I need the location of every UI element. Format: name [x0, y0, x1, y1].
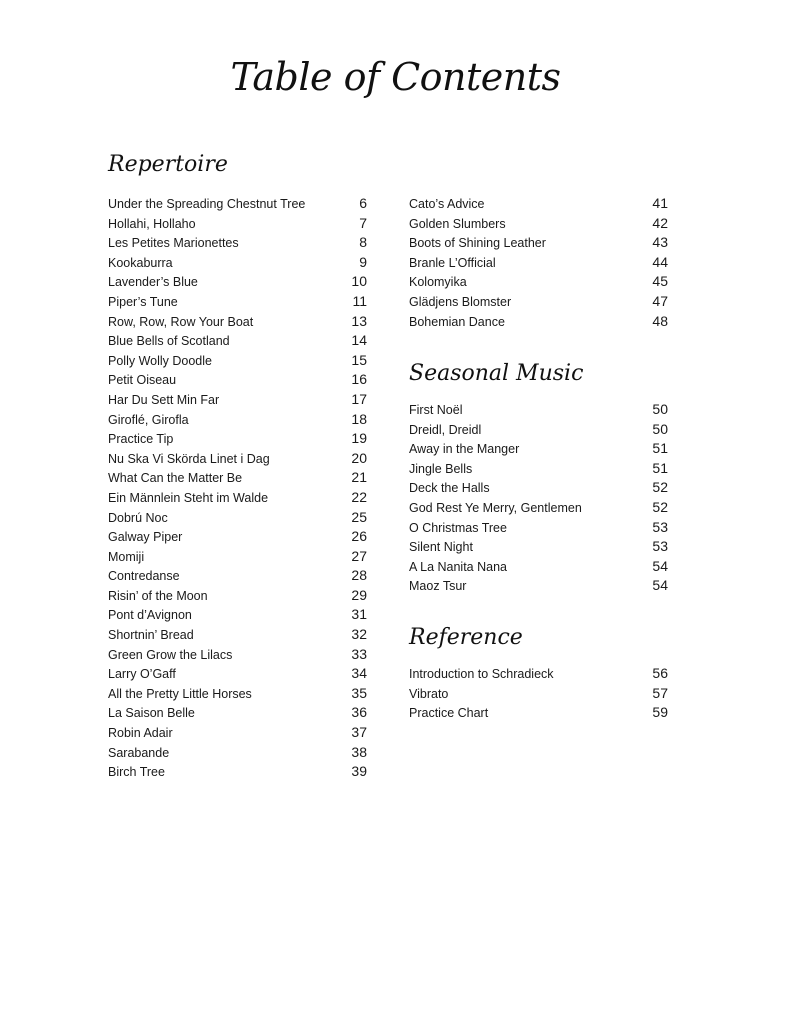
toc-entry-title: Contredanse	[108, 569, 180, 584]
toc-entry-title: Under the Spreading Chestnut Tree	[108, 197, 306, 211]
toc-entry	[108, 625, 367, 645]
toc-entry	[108, 723, 367, 743]
toc-entry-title: Sarabande	[108, 745, 170, 760]
toc-entry-title: Har Du Sett Min Far	[108, 392, 220, 407]
toc-entry-page-number: 17	[351, 390, 367, 407]
toc-entry-page-number: 8	[359, 234, 367, 251]
toc-entry	[108, 272, 367, 292]
toc-entry-page-number: 43	[652, 234, 668, 251]
toc-entry-page-number: 54	[652, 557, 668, 574]
toc-entry-page-number: 53	[652, 538, 668, 555]
toc-entry	[108, 664, 367, 684]
toc-entry-page-number: 57	[652, 684, 668, 701]
toc-entry-page-number: 29	[351, 586, 367, 603]
toc-entry-title: What Can the Matter Be	[108, 471, 243, 486]
toc-entry-title: Boots of Shining Leather	[409, 236, 546, 251]
toc-entry	[409, 214, 668, 234]
toc-entry	[108, 331, 367, 351]
toc-entry-title: Branle L’Official	[409, 255, 496, 270]
toc-entry-title: Birch Tree	[108, 765, 165, 780]
toc-entry-page-number: 26	[351, 528, 367, 545]
section-heading-reference: Reference	[409, 625, 523, 650]
toc-entry-title: Larry O’Gaff	[108, 667, 176, 682]
toc-entry	[409, 194, 668, 214]
toc-entry-title: Vibrato	[409, 686, 449, 701]
toc-entry-title: Petit Oiseau	[108, 373, 177, 388]
toc-entry	[108, 527, 367, 547]
toc-entry	[409, 498, 668, 518]
toc-entry-page-number: 53	[652, 518, 668, 535]
toc-entry	[409, 576, 668, 596]
toc-entry-title: Blue Bells of Scotland	[108, 334, 230, 349]
toc-entry-title: Away in the Manger	[409, 442, 520, 457]
toc-entry-page-number: 44	[652, 253, 668, 270]
toc-entry-title: La Saison Belle	[108, 706, 195, 721]
toc-entry-page-number: 51	[652, 459, 668, 476]
toc-entry	[108, 684, 367, 704]
toc-entry-title: Nu Ska Vi Skörda Linet i Dag	[108, 451, 270, 466]
toc-entry	[409, 537, 668, 557]
toc-entry	[108, 214, 367, 234]
toc-entry-title: Golden Slumbers	[409, 216, 506, 231]
toc-entry-page-number: 10	[351, 273, 367, 290]
toc-entry-title: Introduction to Schradieck	[409, 667, 554, 681]
toc-entry-page-number: 11	[352, 292, 367, 309]
toc-entry-page-number: 50	[652, 401, 668, 417]
toc-entry-page-number: 20	[351, 449, 367, 466]
toc-entry-page-number: 36	[351, 704, 367, 721]
toc-entry-page-number: 59	[652, 704, 668, 721]
toc-entry-title: Bohemian Dance	[409, 314, 505, 329]
toc-entry-page-number: 27	[351, 547, 367, 564]
toc-entry	[108, 292, 367, 312]
toc-entry	[409, 684, 668, 704]
toc-entry	[409, 459, 668, 479]
toc-entry	[108, 370, 367, 390]
toc-entry-page-number: 50	[652, 420, 668, 437]
toc-entry-page-number: 38	[351, 743, 367, 760]
toc-entry	[108, 508, 367, 528]
toc-entry-title: Robin Adair	[108, 726, 173, 741]
toc-entry-title: Galway Piper	[108, 530, 183, 545]
toc-entry-page-number: 35	[351, 684, 367, 701]
toc-entry-page-number: 18	[351, 410, 367, 427]
repertoire-list-column-1	[108, 194, 367, 782]
toc-entry	[409, 703, 668, 723]
toc-entry	[108, 429, 367, 449]
toc-entry	[409, 664, 668, 684]
toc-entry	[108, 233, 367, 253]
toc-entry-page-number: 9	[359, 253, 367, 270]
toc-entry	[108, 390, 367, 410]
toc-entry-page-number: 34	[351, 665, 367, 682]
toc-entry-page-number: 22	[351, 488, 367, 505]
toc-entry-page-number: 16	[351, 371, 367, 388]
toc-entry	[108, 488, 367, 508]
toc-entry-page-number: 54	[652, 577, 668, 594]
toc-entry-page-number: 32	[351, 626, 367, 643]
toc-entry-page-number: 51	[652, 440, 668, 457]
toc-entry	[108, 253, 367, 273]
toc-entry	[409, 233, 668, 253]
toc-entry-page-number: 42	[652, 214, 668, 231]
toc-entry-page-number: 15	[351, 351, 367, 368]
toc-entry-title: Kookaburra	[108, 255, 173, 270]
toc-entry-page-number: 7	[359, 214, 367, 231]
toc-entry	[108, 645, 367, 665]
toc-entry-title: O Christmas Tree	[409, 520, 507, 535]
toc-entry	[409, 518, 668, 538]
toc-entry-page-number: 41	[652, 195, 668, 211]
toc-entry	[108, 410, 367, 430]
reference-list	[409, 664, 668, 723]
toc-entry-title: Les Petites Marionettes	[108, 236, 239, 251]
toc-entry	[409, 312, 668, 332]
toc-entry-page-number: 33	[351, 645, 367, 662]
toc-entry-page-number: 48	[652, 312, 668, 329]
toc-entry	[108, 743, 367, 763]
toc-entry	[409, 292, 668, 312]
toc-entry-title: Piper’s Tune	[108, 294, 178, 309]
toc-entry-page-number: 31	[351, 606, 367, 623]
toc-entry-title: Kolomyika	[409, 275, 467, 290]
toc-entry-title: Deck the Halls	[409, 481, 490, 496]
toc-entry-title: Shortnin’ Bread	[108, 628, 194, 643]
toc-entry	[409, 478, 668, 498]
toc-entry	[108, 605, 367, 625]
toc-entry-title: Cato’s Advice	[409, 197, 485, 211]
toc-entry-page-number: 37	[351, 724, 367, 741]
toc-entry	[409, 253, 668, 273]
toc-entry-title: Practice Chart	[409, 706, 489, 721]
toc-entry-title: Pont d’Avignon	[108, 608, 192, 623]
toc-entry	[108, 547, 367, 567]
toc-entry-title: Hollahi, Hollaho	[108, 216, 196, 231]
toc-entry	[409, 420, 668, 440]
toc-entry-page-number: 25	[351, 508, 367, 525]
toc-entry	[108, 449, 367, 469]
toc-entry	[409, 439, 668, 459]
seasonal-music-list	[409, 400, 668, 596]
toc-entry-title: Practice Tip	[108, 432, 174, 447]
toc-entry-title: Polly Wolly Doodle	[108, 353, 212, 368]
toc-entry-title: Dreidl, Dreidl	[409, 422, 482, 437]
toc-entry-page-number: 13	[351, 312, 367, 329]
toc-entry-title: First Noël	[409, 403, 463, 417]
toc-entry-page-number: 45	[652, 273, 668, 290]
toc-entry	[108, 703, 367, 723]
toc-entry-title: Dobrú Noc	[108, 510, 168, 525]
toc-entry-page-number: 6	[359, 195, 367, 211]
toc-entry	[409, 272, 668, 292]
toc-entry-title: God Rest Ye Merry, Gentlemen	[409, 500, 582, 515]
toc-entry	[108, 312, 367, 332]
toc-entry-title: Lavender’s Blue	[108, 275, 198, 290]
toc-entry-page-number: 52	[652, 498, 668, 515]
toc-entry-title: Row, Row, Row Your Boat	[108, 314, 254, 329]
toc-entry	[108, 586, 367, 606]
toc-entry-page-number: 52	[652, 479, 668, 496]
toc-entry-page-number: 56	[652, 665, 668, 681]
toc-entry-page-number: 21	[351, 469, 367, 486]
repertoire-list-column-2	[409, 194, 668, 331]
toc-entry-title: Maoz Tsur	[409, 579, 467, 594]
toc-entry-page-number: 19	[351, 430, 367, 447]
toc-entry-title: Risin’ of the Moon	[108, 588, 208, 603]
toc-entry	[108, 566, 367, 586]
toc-entry-title: Giroflé, Girofla	[108, 412, 189, 427]
toc-entry	[108, 194, 367, 214]
section-heading-seasonal-music: Seasonal Music	[409, 361, 584, 386]
section-heading-repertoire: Repertoire	[108, 152, 228, 177]
toc-entry-page-number: 14	[351, 332, 367, 349]
page-title: Table of Contents	[230, 55, 561, 99]
toc-entry-title: Glädjens Blomster	[409, 294, 512, 309]
toc-entry-title: Ein Männlein Steht im Walde	[108, 490, 269, 505]
toc-entry-title: Silent Night	[409, 540, 473, 555]
toc-entry-title: All the Pretty Little Horses	[108, 686, 252, 701]
toc-entry-title: Jingle Bells	[409, 461, 473, 476]
toc-entry-page-number: 28	[351, 567, 367, 584]
toc-entry	[108, 351, 367, 371]
toc-entry	[108, 468, 367, 488]
toc-entry	[108, 762, 367, 782]
toc-entry-page-number: 39	[351, 763, 367, 780]
toc-entry-title: A La Nanita Nana	[409, 559, 507, 574]
toc-entry	[409, 400, 668, 420]
toc-entry-title: Momiji	[108, 549, 145, 564]
toc-entry-title: Green Grow the Lilacs	[108, 647, 233, 662]
toc-entry-page-number: 47	[652, 292, 668, 309]
toc-entry	[409, 557, 668, 577]
